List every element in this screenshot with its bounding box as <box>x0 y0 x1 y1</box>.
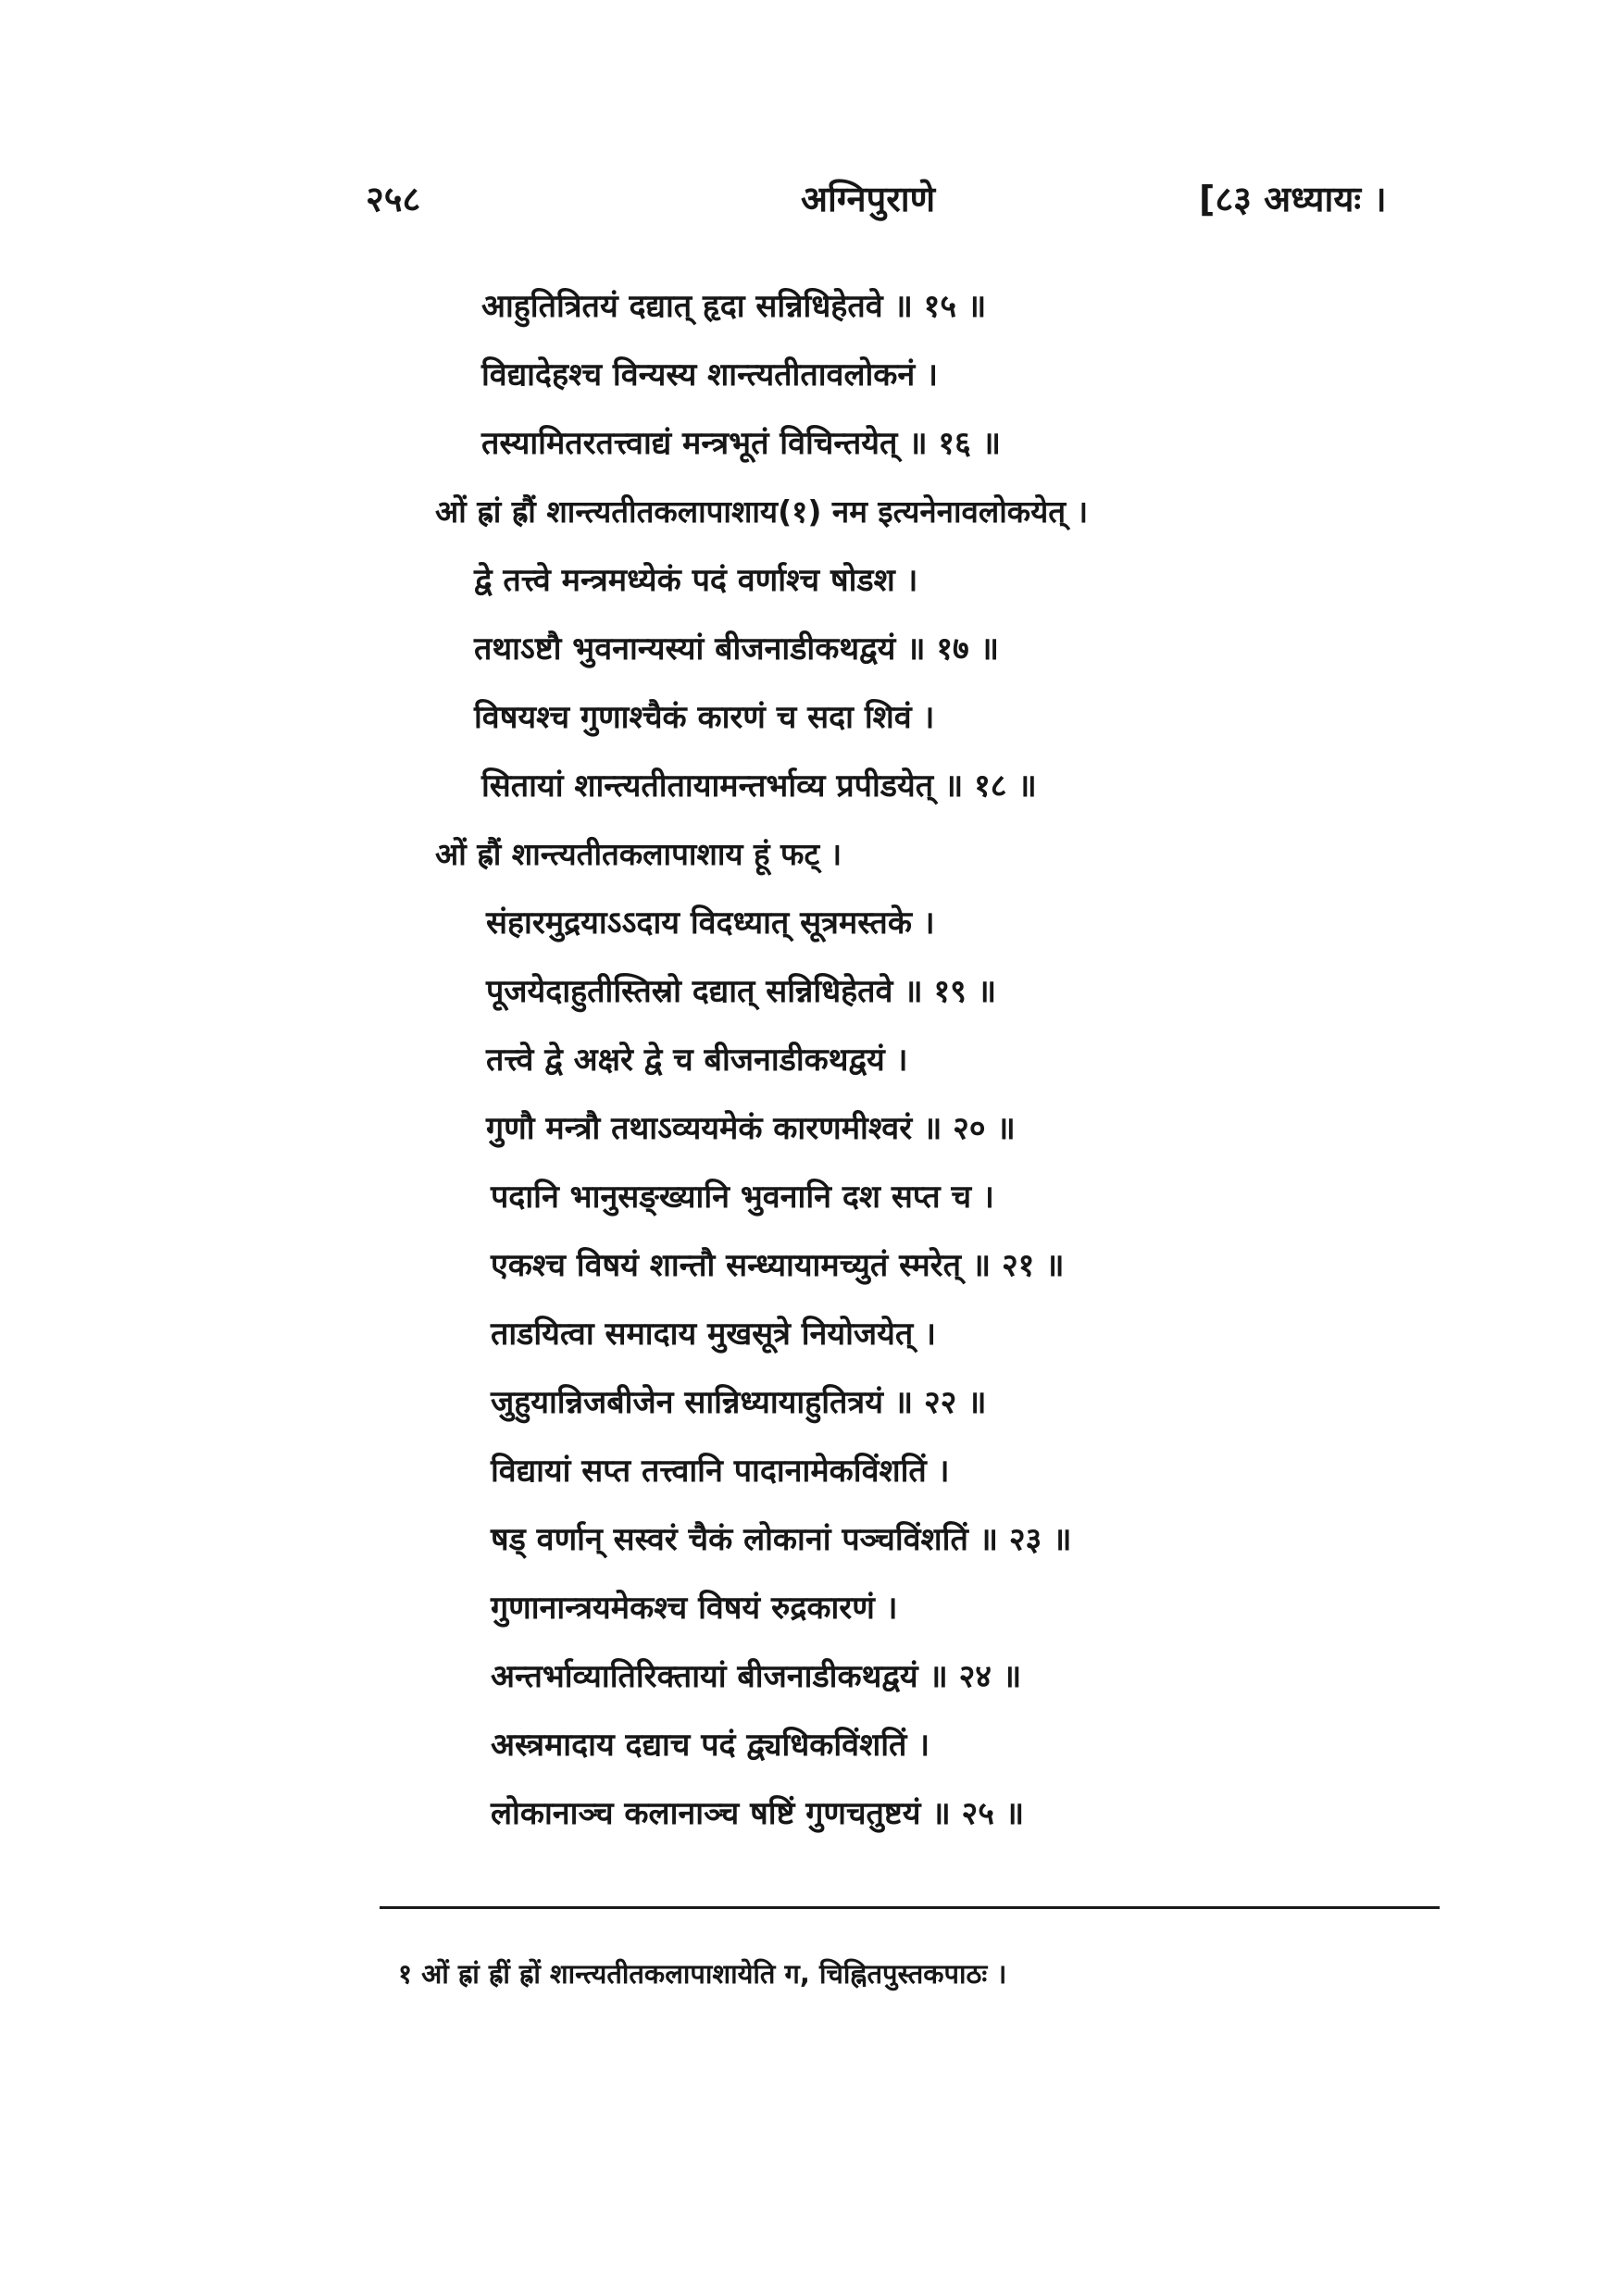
verse-line: तथाऽष्टौ भुवनान्यस्यां बीजनाडीकथद्वयं ॥ १७ ॥ <box>474 630 999 668</box>
verse-line: तत्त्वे द्वे अक्षरे द्वे च बीजनाडीकथद्वयं । <box>486 1042 908 1079</box>
verse-line: ताडयित्वा समादाय मुखसूत्रे नियोजयेत् । <box>491 1316 936 1353</box>
verse-line: पदानि भानुसङ्ख्यानि भुवनानि दश सप्त च । <box>491 1179 994 1216</box>
verse-line: अन्तर्भाव्यातिरिक्तायां बीजनाडीकथद्वयं ॥ २४ ॥ <box>491 1658 1022 1695</box>
mantra-line: ओं ह्रौं शान्त्यतीतकलापाशाय हूं फट् । <box>435 836 842 872</box>
footnote-divider <box>380 1906 1440 1909</box>
verse-line: सितायां शान्त्यतीतायामन्तर्भाव्य प्रपीडयेत् ॥ १८ ॥ <box>481 767 1037 805</box>
verse-line: विद्यादेहश्च विन्यस्य शान्त्यतीतावलोकनं । <box>481 356 939 393</box>
verse-line: पूजयेदाहुतीस्तिस्रो दद्यात् सन्निधिहेतवे ॥ १९ ॥ <box>486 973 997 1010</box>
verse-line: षड् वर्णान् सस्वरं चैकं लोकानां पञ्चविंशतिं ॥ २३ ॥ <box>491 1521 1072 1558</box>
verse-line: द्वे तत्त्वे मन्त्रमध्येकं पदं वर्णाश्च षोडश । <box>474 562 918 599</box>
verse-line: गुणानान्त्रयमेकश्च विषयं रुद्रकारणं । <box>491 1590 898 1627</box>
book-title: अग्निपुराणे <box>801 179 936 219</box>
mantra-line: ओं ह्रां ह्रौं शान्त्यतीतकलापाशाय(१) नम इत्यनेनावलोकयेत् । <box>435 493 1089 530</box>
verse-line: तस्यामितरतत्त्वाद्यं मन्त्रभूतं विचिन्तयेत् ॥ १६ ॥ <box>481 425 1001 462</box>
verse-line: गुणौ मन्त्रौ तथाऽव्ययमेकं कारणमीश्वरं ॥ २० ॥ <box>486 1110 1016 1147</box>
chapter-heading: [८३ अध्यायः । <box>1199 179 1387 219</box>
page-number: २५८ <box>366 179 421 219</box>
running-head <box>0 174 1622 230</box>
verse-line: विद्यायां सप्त तत्त्वानि पादानामेकविंशतिं । <box>491 1453 950 1490</box>
verse-line: अस्त्रमादाय दद्याच पदं द्व्यधिकविंशतिं । <box>491 1727 930 1764</box>
verse-line: लोकानाञ्च कलानाञ्च षष्टिं गुणचतुष्टयं ॥ २५ ॥ <box>491 1795 1025 1832</box>
footnote: १ ओं ह्रां ह्रीं ह्रों शान्त्यतीतकलापाशायेति ग, चिह्नितपुस्तकपाठः । <box>398 1958 1007 1990</box>
verse-line: एकश्च विषयं शान्तौ सन्ध्यायामच्युतं स्मरेत् ॥ २१ ॥ <box>491 1247 1065 1284</box>
verse-line: संहारमुद्रयाऽऽदाय विदध्यात् सूत्रमस्तके । <box>486 905 935 942</box>
verse-line: विषयश्च गुणाश्चैकं कारणं च सदा शिवं । <box>474 699 935 736</box>
verse-line: आहुतित्रितयं दद्यात् हृदा सन्निधिहेतवे ॥ १५ ॥ <box>481 288 987 325</box>
verse-line: जुहुयान्निजबीजेन सान्निध्यायाहुतित्रयं ॥ २२ ॥ <box>491 1384 987 1421</box>
